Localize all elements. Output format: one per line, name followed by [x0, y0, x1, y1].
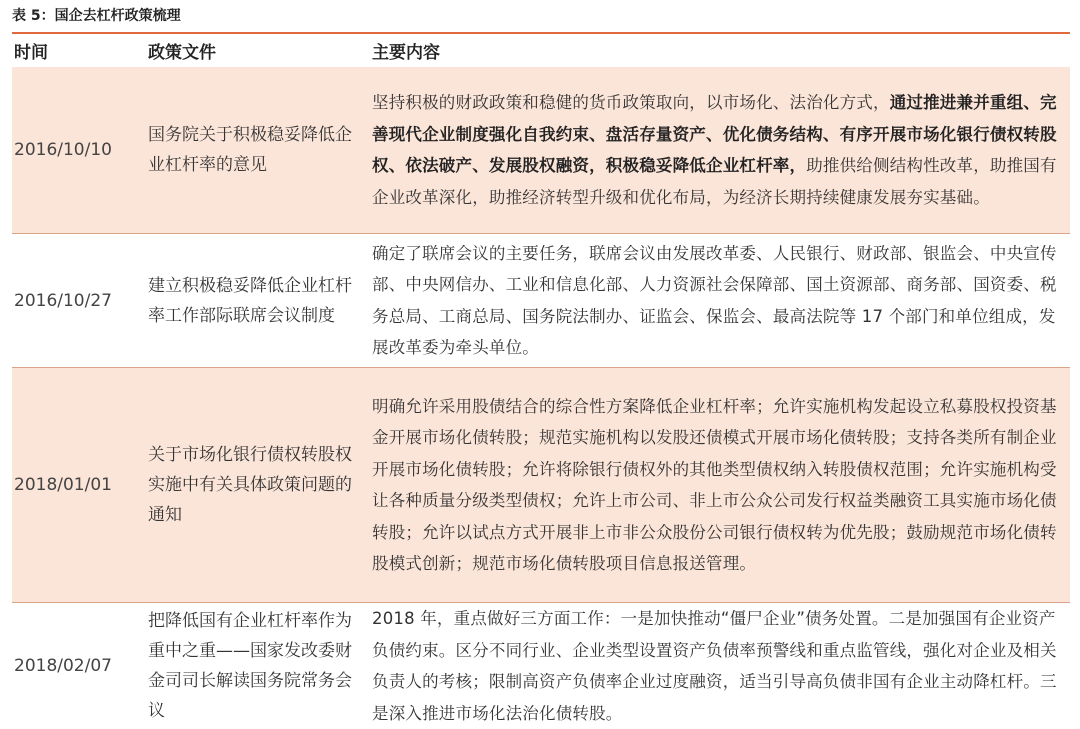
content-text: 坚持积极的财政政策和稳健的货币政策取向，以市场化、法治化方式， [372, 93, 890, 112]
row-document: 把降低国有企业杠杆率作为重中之重——国家发改委财金司司长解读国务院常务会议 [148, 611, 352, 721]
row-date: 2016/10/27 [14, 290, 112, 311]
content-text: 2018 年，重点做好三方面工作：一是加快推动“僵尸企业”债务处置。二是加强国有企业资产负债约束。区分不同行业、企业类型设置资产负债率预警线和重点监管线，强化对企业及相关负责人的考核；限制高资产负债率企业过度融资，适当引导高负债非国有企业主动降杠杆。三是深入推进市场化法治化债转股。 [372, 609, 1057, 723]
content-bold-text: 通过推进兼并重组、完善现代企业制度强化自我约束、盘活存量资产、优化债务结构、有序开展市场化银行债权转股权、依法破产、发展股权融资，积极稳妥降低企业杠杆率， [372, 93, 1057, 175]
header-content: 主要内容 [372, 43, 440, 63]
row-content [372, 368, 1068, 602]
row-date: 2018/02/07 [14, 656, 112, 676]
header-document: 政策文件 [148, 43, 216, 63]
row-date: 2016/10/10 [14, 140, 112, 160]
row-document: 关于市场化银行债权转股权实施中有关具体政策问题的通知 [148, 445, 352, 525]
content-text: 确定了联席会议的主要任务，联席会议由发展改革委、人民银行、财政部、银监会、中央宣传部、中央网信办、工业和信息化部、人力资源社会保障部、国土资源部、商务部、国资委、税务总局、工商总局、国务院法制办、证监会、保监会、最高法院等 17 个部门和单位组成，发展改革委为牵头单位。 [372, 243, 1057, 357]
header-time: 时间 [14, 43, 48, 63]
row-content [372, 234, 1068, 367]
table-row [12, 67, 1070, 234]
row-document: 国务院关于积极稳妥降低企业杠杆率的意见 [148, 125, 352, 175]
row-content [372, 603, 1068, 729]
content-text: 助推供给侧结构性改革，助推国有企业改革深化，助推经济转型升级和优化布局，为经济长期持续健康发展夯实基础。 [372, 156, 1057, 207]
table-row [12, 603, 1070, 729]
content-text: 明确允许采用股债结合的综合性方案降低企业杠杆率；允许实施机构发起设立私募股权投资基金开展市场化债转股；规范实施机构以发股还债模式开展市场化债转股；支持各类所有制企业开展市场化债转股；允许将除银行债权外的其他类型债权纳入转股债权范围；允许实施机构受让各种质量分级类型债权；允许上市公司、非上市公众公司发行权益类融资工具实施市场化债转股；允许以试点方式开展非上市非公众股份公司银行债权转为优先股；鼓励规范市场化债转股模式创新；规范市场化债转股项目信息报送管理。 [372, 396, 1057, 573]
table-row [12, 234, 1070, 368]
table-header [12, 32, 1070, 69]
table-caption: 表 5：国企去杠杆政策梳理 [12, 8, 181, 24]
row-document: 建立积极稳妥降低企业杠杆率工作部际联席会议制度 [148, 275, 352, 326]
row-date: 2018/01/01 [14, 475, 112, 495]
row-content [372, 67, 1068, 233]
table-row [12, 368, 1070, 603]
